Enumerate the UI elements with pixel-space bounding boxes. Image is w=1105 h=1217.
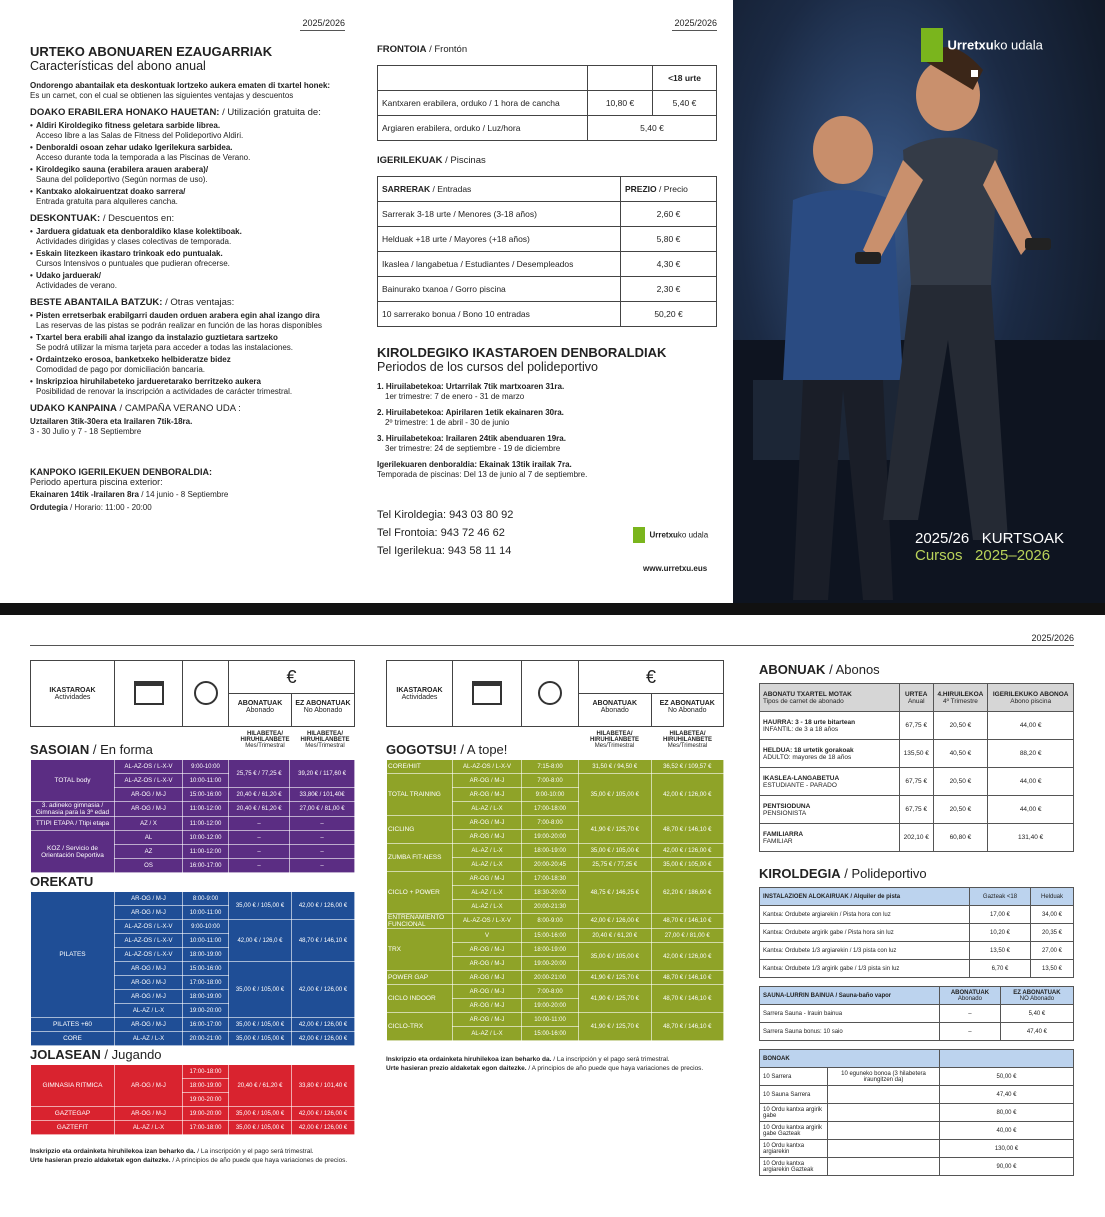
memberships-panel: ABONUAK / Abonos ABONATU TXARTEL MOTAK Tipos de carnet de abonado URTEA Anual 4.HIRUILEKOA 4º Trimestre IGERILEKUKO ABONOA Abono piscina HAURRA: 3 - 18 urte bitartean INFANTIL: de 3 a 18 años 67,75 € 20,50 € 44,00 € HELDUA: 18 urtetik gorakoak ADULTO: mayores de 18 años 135,50 € 40,50 € 88,20 € IKASLEA-LANGABETUA ESTUDIANTE - PARADO 67,75 € 20,50 € 44,00 € PENTSIODUNA PENSIONISTA 67,75 € 20,50 € 44,00 € FAMILIARRA FAMILIAR 202,10 € 60,80 € 131,40 € KIROLDEGIA / Polideportivo INSTALAZIOEN ALOKAIRUAK / Alquiler de pista Gazteak <18 Helduak Kantxa: Ordubete argiarekin / Pista hora con luz 17,00 € 34,00 € Kantxa: Ordubete argirik gabe / Pista hora sin luz 10,20 € 20,35 € Kantxa: Ordubete 1/3 argiarekin / 1/3 pista con luz 13,50 € 27,00 € Kantxa: Ordubete 1/3 argirik gabe / 1/3 pista sin luz 6,70 € 13,50 € SAUNA-LURRIN BAINUA / Sauna-baño vapor ABONATUAK Abonado EZ ABONATUAK NO Abonado Sarrera Sauna - Irauin bainua – 5,40 € Sarrera Sauna bonus: 10 saio – 47,40 € BONOAK 10 Sarrera 10 eguneko bonoa (3 hilabetera iraungitzen da) 50,00 € 10 Sauna Sarrera 47,40 € 10 Ordu kantxa argirik gabe 80,00 € 10 Ordu kantxa argirik gabe Gazteak 40,00 € 10 Ordu kantxa argiarekin 130,00 € 10 Ordu kantxa argiarekin Gazteak 90,00 € — [759, 662, 1074, 1176]
pool-season-title: KANPOKO IGERILEKUEN DENBORALDIA: — [30, 467, 213, 477]
table-row: 19:00-20:00 — [31, 1093, 355, 1107]
table-row: PENTSIODUNA PENSIONISTA 67,75 € 20,50 € 44,00 € — [760, 796, 1074, 824]
table-row: Sarrera Sauna - Irauin bainua – 5,40 € — [760, 1005, 1074, 1023]
table-row: IKASLEA-LANGABETUA ESTUDIANTE - PARADO 67,75 € 20,50 € 44,00 € — [760, 768, 1074, 796]
gym-people-illustration — [733, 0, 1105, 603]
rental-table: INSTALAZIOEN ALOKAIRUAK / Alquiler de pista Gazteak <18 Helduak Kantxa: Ordubete argiarekin / Pista hora con luz 17,00 € 34,00 € Kantxa: Ordubete argirik gabe / Pista hora sin luz 10,20 € 20,35 € Kantxa: Ordubete 1/3 argiarekin / 1/3 pista con luz 13,50 € 27,00 € Kantxa: Ordubete 1/3 argirik gabe / 1/3 pista sin luz 6,70 € 13,50 € — [759, 887, 1074, 978]
section-title-es: / Otras ventajas: — [165, 297, 235, 308]
table-row: ENTRENAMIENTO FUNCIONAL AL-AZ-OS / L-X-V 8:00-9:00 42,00 € / 126,00 € 48,70 € / 146,10 € — [387, 914, 724, 929]
section-title-es: / Descuentos en: — [102, 213, 175, 224]
table-row: AL-AZ / L-X 17:00-18:00 — [387, 802, 724, 816]
table-row: GAZTEFIT AL-AZ / L-X 17:00-18:00 35,00 € / 105,00 € 42,00 € / 126,00 € — [31, 1121, 355, 1135]
table-row: CICLO INDOOR AR-OG / M-J 7:00-8:00 41,90 € / 125,70 € 48,70 € / 146,10 € — [387, 985, 724, 999]
jolasean-table — [30, 1064, 355, 1135]
table-row: TRX V 15:00-16:00 20,40 € / 61,20 € 27,00 € / 81,00 € — [387, 929, 724, 943]
table-row: 10 Ordu kantxa argiarekin 130,00 € — [760, 1140, 1074, 1158]
table-row: CICLO-TRX AR-OG / M-J 10:00-11:00 41,90 € / 125,70 € 48,70 € / 146,10 € — [387, 1013, 724, 1027]
section-title: ABONUAK — [759, 662, 826, 677]
list-item: • Jarduera gidatuak eta denboraldiko klase kolektiboak. Actividades dirigidas y clases colectivas de temporada. — [30, 227, 350, 247]
table-row: Kantxaren erabilera, orduko / 1 hora de cancha 10,80 € 5,40 € — [378, 91, 717, 116]
schedule-middle: IKASTAROAK Actividades € ABONATUAK Abonado EZ ABONATUAK No Abonado GOGOTSU! / A tope! HILABETEA/ HIRUHILANBETE Mes/Trimestral HILABETEA/ HIRUHILANBETE Mes/Trimestral CORE/HIIT AL-AZ-OS / L-X-V 7:15-8:00 31,50 € / 94,50 € 36,52 € / 109,57 € TOTAL TRAINING AR-OG / M-J 7:00-8:00 35,00 € / 105,00 € 42,00 € / 126,00 € AR-OG / M-J 9:00-10:00 AL-AZ / L-X 17:00-18:00 CICLING AR-OG / M-J 7:00-8:00 41,90 € / 125,70 € 48,70 € / 146,10 € AR-OG / M-J 19:00-20:00 ZUMBA FIT-NESS AL-AZ / L-X 18:00-19:00 35,00 € / 105,00 € 42,00 € / 126,00 € AL-AZ / L-X 20:00-20:45 25,75 € / 77,25 € 35,00 € / 105,00 € CICLO + POWER AR-OG / M-J 17:00-18:30 48,75 € / 146,25 € 62,20 € / 186,60 € AL-AZ / L-X 18:30-20:00 AL-AZ / L-X 20:00-21:30 ENTRENAMIENTO FUNCIONAL AL-AZ-OS / L-X-V 8:00-9:00 42,00 € / 126,00 € 48,70 € / 146,10 € TRX V 15:00-16:00 20,40 € / 61,20 € 27,00 € / 81,00 € AR-OG / M-J 18:00-19:00 35,00 € / 105,00 € 42,00 € / 126,00 € AR-OG / M-J 19:00-20:00 POWER GAP AR-OG / M-J 20:00-21:00 41,90 € / 125,70 € 48,70 € / 146,10 € CICLO INDOOR AR-OG / M-J 7:00-8:00 41,90 € / 125,70 € 48,70 € / 146,10 € AR-OG / M-J 19:00-20:00 CICLO-TRX AR-OG / M-J 10:00-11:00 41,90 € / 125,70 € 48,70 € / 146,10 € AL-AZ / L-X 15:00-16:00 Inskripzio eta ordainketa hiruhilekoa izan beharko da. / La inscripción y el pago será trimestral. Urte hasieran prezio aldaketak egon daitezke. / A principios de año puede que haya variaciones de precios. — [386, 660, 724, 1073]
section-title: JOLASEAN — [30, 1047, 101, 1062]
list-item: • Aldiri Kiroldegiko fitness geletara sarbide librea. Acceso libre a las Salas de Fitness del Polideportivo Aldiri. — [30, 121, 350, 141]
section-title: DOAKO ERABILERA HONAKO HAUETAN: — [30, 107, 220, 118]
courses-subtitle: Periodos de los cursos del polideportivo — [377, 360, 598, 374]
table-row: Helduak +18 urte / Mayores (+18 años) 5,80 € — [378, 227, 717, 252]
table-row: Kantxa: Ordubete argiarekin / Pista hora con luz 17,00 € 34,00 € — [760, 906, 1074, 924]
fronton-title-es: / Frontón — [429, 44, 468, 55]
euro-icon: € — [286, 667, 297, 687]
list-item: • Pisten erretserbak erabilgarri dauden orduen arabera egin ahal izango dira Las reservas de las pistas se podrán realizar en función de las horas disponibles — [30, 311, 350, 331]
table-row: 10 Ordu kantxa argiarekin Gazteak 90,00 € — [760, 1158, 1074, 1176]
table-row: TOTAL body AL-AZ-OS / L-X-V 9:00-10:00 25,75 € / 77,25 € 39,20 € / 117,60 € — [31, 760, 355, 774]
table-row: ZUMBA FIT-NESS AL-AZ / L-X 18:00-19:00 35,00 € / 105,00 € 42,00 € / 126,00 € — [387, 844, 724, 858]
fronton-title: FRONTOIA — [377, 44, 427, 55]
list-item: • Ordaintzeko erosoa, banketxeko helbideratze bidez Comodidad de pago por domiciliación bancaria. — [30, 355, 350, 375]
pool-season-eu: Igerilekuaren denboraldia: Ekainak 13tik irailak 7ra. — [377, 460, 572, 469]
gogotsu-table — [386, 759, 724, 1041]
table-row: PILATES +60 AR-OG / M-J 16:00-17:00 35,00 € / 105,00 € 42,00 € / 126,00 € — [31, 1018, 355, 1032]
table-row: 10 Ordu kantxa argirik gabe Gazteak 40,00 € — [760, 1122, 1074, 1140]
section-title: OREKATU — [30, 874, 94, 889]
footer-logo: Urretxuko udala — [633, 526, 708, 544]
section-title: BESTE ABANTAILA BATZUK: — [30, 297, 163, 308]
urretxu-logo-icon — [633, 527, 645, 543]
section-title-es: / CAMPAÑA VERANO UDA : — [119, 403, 241, 414]
table-header: <18 urte — [653, 66, 717, 91]
list-item: 1. Hiruilabetekoa: Urtarrilak 7tik martxoaren 31ra. 1er trimestre: 7 de enero - 31 de marzo — [377, 382, 565, 401]
phone-fronton[interactable]: Tel Frontoia: 943 72 46 62 — [377, 527, 505, 539]
left-panel — [30, 44, 350, 513]
pool-season-es: Temporada de piscinas: Del 13 de junio al 7 de septiembre. — [377, 470, 588, 479]
cover-photo — [733, 0, 1105, 603]
section-title: KIROLDEGIA — [759, 866, 841, 881]
table-row: AR-OG / M-J 15:00-16:00 35,00 € / 105,00 € 42,00 € / 126,00 € — [31, 962, 355, 976]
list-item: • Denboraldi osoan zehar udako Igerilekura sarbidea. Acceso durante toda la temporada a las Piscinas de Verano. — [30, 143, 350, 163]
list-item: • Kantxako alokairuentzat doako sarrera/ Entrada gratuita para alquileres cancha. — [30, 187, 350, 207]
euro-icon: € — [645, 667, 656, 687]
summer-dates-eu: Uztailaren 3tik-30era eta Irailaren 7tik-18ra. — [30, 417, 193, 426]
table-row: PILATES AR-OG / M-J 8:00-9:00 35,00 € / 105,00 € 42,00 € / 126,00 € — [31, 892, 355, 906]
year-label: 2025/2026 — [30, 633, 1074, 646]
table-row: AL-AZ-OS / L-X-V 10:00-11:00 — [31, 774, 355, 788]
table-row: Ikaslea / langabetua / Estudiantes / Desempleados 4,30 € — [378, 252, 717, 277]
table-row: AR-OG / M-J 19:00-20:00 — [387, 830, 724, 844]
table-row: AL-AZ-OS / L-X-V 18:00-19:00 — [31, 948, 355, 962]
intro-es: Es un carnet, con el cual se obtienen las siguientes ventajas y descuentos — [30, 91, 294, 100]
divider — [0, 603, 1105, 615]
cover-title: 2025/26 KURTSOAK Cursos 2025–2026 — [915, 530, 1064, 564]
list-item: • Txartel bera erabili ahal izango da instalazio guztietara sartzeko Se podrá utilizar la misma tarjeta para acceder a todas las instalaciones. — [30, 333, 350, 353]
page-subtitle: Características del abono anual — [30, 59, 206, 73]
pool-hours: / Horario: 11:00 - 20:00 — [70, 503, 152, 512]
table-row: 10 Sarrera 10 eguneko bonoa (3 hilabetera iraungitzen da) 50,00 € — [760, 1068, 1074, 1086]
table-row: 18:00-19:00 — [31, 1079, 355, 1093]
sauna-table: SAUNA-LURRIN BAINUA / Sauna-baño vapor ABONATUAK Abonado EZ ABONATUAK NO Abonado Sarrera Sauna - Irauin bainua – 5,40 € Sarrera Sauna bonus: 10 saio – 47,40 € — [759, 986, 1074, 1041]
intro-eu: Ondorengo abantailak eta deskontuak lortzeko aukera ematen di txartel honek: — [30, 81, 331, 90]
table-row: Kantxa: Ordubete 1/3 argiarekin / 1/3 pista con luz 13,50 € 27,00 € — [760, 942, 1074, 960]
table-row: AR-OG / M-J 19:00-20:00 — [387, 999, 724, 1013]
calendar-icon — [134, 681, 164, 705]
list-item: • Inskripzioa hiruhilabeteko jardueretarako berritzeko aukera Posibilidad de renovar la inscripción a actividades de carácter trimestral. — [30, 377, 350, 397]
calendar-icon — [472, 681, 502, 705]
table-row: TOTAL TRAINING AR-OG / M-J 7:00-8:00 35,00 € / 105,00 € 42,00 € / 126,00 € — [387, 774, 724, 788]
fronton-table — [377, 65, 717, 141]
table-row: AR-OG / M-J 18:00-19:00 35,00 € / 105,00 € 42,00 € / 126,00 € — [387, 943, 724, 957]
table-row: TTIPI ETAPA / Ttipi etapa AZ / X 11:00-12:00 – – — [31, 817, 355, 831]
table-row: FAMILIARRA FAMILIAR 202,10 € 60,80 € 131,40 € — [760, 824, 1074, 852]
table-row: 10 Sauna Sarrera 47,40 € — [760, 1086, 1074, 1104]
courses-title: KIROLDEGIKO IKASTAROEN DENBORALDIAK — [377, 345, 667, 360]
pool-season-sub: Periodo apertura piscina exterior: — [30, 477, 163, 487]
list-item: • Udako jarduerak/ Actividades de verano. — [30, 271, 350, 291]
pools-title: IGERILEKUAK — [377, 155, 443, 166]
table-row: AR-OG / M-J 17:00-18:00 — [31, 976, 355, 990]
pool-dates-eu: Ekainaren 14tik -Irailaren 8ra — [30, 490, 139, 499]
phone-pool[interactable]: Tel Igerilekua: 943 58 11 14 — [377, 545, 512, 557]
table-row: Argiaren erabilera, orduko / Luz/hora 5,40 € — [378, 116, 717, 141]
schedule-header: IKASTAROAK Actividades € ABONATUAK Abonado EZ ABONATUAK No Abonado — [386, 660, 724, 727]
table-row: CICLO + POWER AR-OG / M-J 17:00-18:30 48,75 € / 146,25 € 62,20 € / 186,60 € — [387, 872, 724, 886]
table-row: KOZ / Servicio de Orientación Deportiva AL 10:00-12:00 – – — [31, 831, 355, 845]
summer-dates-es: 3 - 30 Julio y 7 - 18 Septiembre — [30, 427, 142, 436]
table-row: AR-OG / M-J 10:00-11:00 — [31, 906, 355, 920]
section-title: UDAKO KANPAINA — [30, 403, 117, 414]
table-row: 10 sarrerako bonua / Bono 10 entradas 50,20 € — [378, 302, 717, 327]
clock-icon — [538, 681, 562, 705]
memberships-table: ABONATU TXARTEL MOTAK Tipos de carnet de abonado URTEA Anual 4.HIRUILEKOA 4º Trimestre IGERILEKUKO ABONOA Abono piscina HAURRA: 3 - 18 urte bitartean INFANTIL: de 3 a 18 años 67,75 € 20,50 € 44,00 € HELDUA: 18 urtetik gorakoak ADULTO: mayores de 18 años 135,50 € 40,50 € 88,20 € IKASLEA-LANGABETUA ESTUDIANTE - PARADO 67,75 € 20,50 € 44,00 € PENTSIODUNA PENSIONISTA 67,75 € 20,50 € 44,00 € FAMILIARRA FAMILIAR 202,10 € 60,80 € 131,40 € — [759, 683, 1074, 852]
table-row: AL-AZ-OS / L-X-V 10:00-11:00 — [31, 934, 355, 948]
section-title: GOGOTSU! — [386, 742, 457, 757]
bonus-table: BONOAK 10 Sarrera 10 eguneko bonoa (3 hilabetera iraungitzen da) 50,00 € 10 Sauna Sarrera 47,40 € 10 Ordu kantxa argirik gabe 80,00 € 10 Ordu kantxa argirik gabe Gazteak 40,00 € 10 Ordu kantxa argiarekin 130,00 € 10 Ordu kantxa argiarekin Gazteak 90,00 € — [759, 1049, 1074, 1176]
clock-icon — [194, 681, 218, 705]
table-row: AL-AZ / L-X 15:00-16:00 — [387, 1027, 724, 1041]
table-row: AR-OG / M-J 15:00-16:00 20,40 € / 61,20 € 33,80€ / 101,40€ — [31, 788, 355, 802]
section-title: DESKONTUAK: — [30, 213, 101, 224]
website-link[interactable]: www.urretxu.eus — [643, 564, 708, 573]
table-row: GIMNASIA RITMICA AR-OG / M-J 17:00-18:00 20,40 € / 61,20 € 33,80 € / 101,40 € — [31, 1065, 355, 1079]
table-row: AZ 11:00-12:00 – – — [31, 845, 355, 859]
table-row: AL-AZ-OS / L-X-V 9:00-10:00 42,00 € / 126,0 € 48,70 € / 146,10 € — [31, 920, 355, 934]
middle-panel — [377, 44, 717, 573]
schedule-left: IKASTAROAK Actividades € ABONATUAK Abonado EZ ABONATUAK No Abonado SASOIAN / En forma HILABETEA/ HIRUHILANBETE Mes/Trimestral HILABETEA/ HIRUHILANBETE Mes/Trimestral TOTAL body AL-AZ-OS / L-X-V 9:00-10:00 25,75 € / 77,25 € 39,20 € / 117,60 € AL-AZ-OS / L-X-V 10:00-11:00 AR-OG / M-J 15:00-16:00 20,40 € / 61,20 € 33,80€ / 101,40€ 3. adineko gimnasia / Gimnasia para la 3ª edad AR-OG / M-J 11:00-12:00 20,40 € / 61,20 € 27,00 € / 81,00 € TTIPI ETAPA / Ttipi etapa AZ / X 11:00-12:00 – – KOZ / Servicio de Orientación Deportiva AL 10:00-12:00 – – AZ 11:00-12:00 – – OS 16:00-17:00 – – OREKATU PILATES AR-OG / M-J 8:00-9:00 35,00 € / 105,00 € 42,00 € / 126,00 € AR-OG / M-J 10:00-11:00 AL-AZ-OS / L-X-V 9:00-10:00 42,00 € / 126,0 € 48,70 € / 146,10 € AL-AZ-OS / L-X-V 10:00-11:00 AL-AZ-OS / L-X-V 18:00-19:00 AR-OG / M-J 15:00-16:00 35,00 € / 105,00 € 42,00 € / 126,00 € AR-OG / M-J 17:00-18:00 AR-OG / M-J 18:00-19:00 AL-AZ / L-X 19:00-20:00 PILATES +60 AR-OG / M-J 16:00-17:00 35,00 € / 105,00 € 42,00 € / 126,00 € CORE AL-AZ / L-X 20:00-21:00 35,00 € / 105,00 € 42,00 € / 126,00 € JOLASEAN / Jugando GIMNASIA RITMICA AR-OG / M-J 17:00-18:00 20,40 € / 61,20 € 33,80 € / 101,40 € 18:00-19:00 19:00-20:00 GAZTEGAP AR-OG / M-J 19:00-20:00 35,00 € / 105,00 € 42,00 € / 126,00 € GAZTEFIT AL-AZ / L-X 17:00-18:00 35,00 € / 105,00 € 42,00 € / 126,00 € Inskripzio eta ordainketa hiruhilekoa izan beharko da. / La inscripción y el pago será trimestral. Urte hasieran prezio aldaketak egon daitezke. / A principios de año puede que haya variaciones de precios. — [30, 660, 355, 1165]
pool-dates-es: / 14 junio - 8 Septiembre — [141, 490, 229, 499]
table-row: OS 16:00-17:00 – – — [31, 859, 355, 873]
year-label: 2025/2026 — [300, 18, 345, 31]
table-row: Kantxa: Ordubete argirik gabe / Pista hora sin luz 10,20 € 20,35 € — [760, 924, 1074, 942]
list-item: • Eskain litezkeen ikastaro trinkoak edo puntualak. Cursos Intensivos o puntuales que pudieran ofrecerse. — [30, 249, 350, 269]
table-row: Sarrerak 3-18 urte / Menores (3-18 años) 2,60 € — [378, 202, 717, 227]
table-row: HAURRA: 3 - 18 urte bitartean INFANTIL: de 3 a 18 años 67,75 € 20,50 € 44,00 € — [760, 712, 1074, 740]
table-row: 3. adineko gimnasia / Gimnasia para la 3ª edad AR-OG / M-J 11:00-12:00 20,40 € / 61,20 € 27,00 € / 81,00 € — [31, 802, 355, 817]
table-row: 10 Ordu kantxa argirik gabe 80,00 € — [760, 1104, 1074, 1122]
section-title: SASOIAN — [30, 742, 90, 757]
table-row: Kantxa: Ordubete 1/3 argirik gabe / 1/3 pista sin luz 6,70 € 13,50 € — [760, 960, 1074, 978]
table-row: AL-AZ / L-X 19:00-20:00 — [31, 1004, 355, 1018]
phone-sports[interactable]: Tel Kiroldegia: 943 03 80 92 — [377, 509, 514, 521]
schedule-header: IKASTAROAK Actividades € ABONATUAK Abonado EZ ABONATUAK No Abonado — [30, 660, 355, 727]
list-item: 2. Hiruilabetekoa: Apirilaren 1etik ekainaren 30ra. 2º trimestre: 1 de abril - 30 de junio — [377, 408, 564, 427]
orekatu-table — [30, 891, 355, 1046]
urretxu-logo-icon — [921, 28, 943, 62]
table-row: AR-OG / M-J 18:00-19:00 — [31, 990, 355, 1004]
table-row: AR-OG / M-J 19:00-20:00 — [387, 957, 724, 971]
table-row: GAZTEGAP AR-OG / M-J 19:00-20:00 35,00 € / 105,00 € 42,00 € / 126,00 € — [31, 1107, 355, 1121]
table-row: CORE AL-AZ / L-X 20:00-21:00 35,00 € / 105,00 € 42,00 € / 126,00 € — [31, 1032, 355, 1046]
table-row: CICLING AR-OG / M-J 7:00-8:00 41,90 € / 125,70 € 48,70 € / 146,10 € — [387, 816, 724, 830]
cover-logo: Urretxuko udala — [921, 28, 1043, 77]
table-row: Bainurako txanoa / Gorro piscina 2,30 € — [378, 277, 717, 302]
list-item: • Kiroldegiko sauna (erabilera arauen arabera)/ Sauna del polideportivo (Según normas de uso). — [30, 165, 350, 185]
list-item: 3. Hiruilabetekoa: Irailaren 24tik abenduaren 19ra. 3er trimestre: 24 de septiembre - 19 de diciembre — [377, 434, 566, 453]
table-row: AR-OG / M-J 9:00-10:00 — [387, 788, 724, 802]
page-title: URTEKO ABONUAREN EZAUGARRIAK — [30, 44, 273, 59]
pools-table: SARRERAK / Entradas PREZIO / Precio Sarrerak 3-18 urte / Menores (3-18 años) 2,60 € Helduak +18 urte / Mayores (+18 años) 5,80 € Ikaslea / langabetua / Estudiantes / Desempleados 4,30 € Bainurako txanoa / Gorro piscina 2,30 € 10 sarrerako bonua / Bono 10 entradas 50,20 € — [377, 176, 717, 327]
table-row: AL-AZ / L-X 20:00-21:30 — [387, 900, 724, 914]
table-row: CORE/HIIT AL-AZ-OS / L-X-V 7:15-8:00 31,50 € / 94,50 € 36,52 € / 109,57 € — [387, 760, 724, 774]
year-label: 2025/2026 — [672, 18, 717, 31]
sasoian-table — [30, 759, 355, 873]
pools-title-es: / Piscinas — [445, 155, 486, 166]
table-row: AL-AZ / L-X 20:00-20:45 25,75 € / 77,25 € 35,00 € / 105,00 € — [387, 858, 724, 872]
section-title-es: / Utilización gratuita de: — [222, 107, 321, 118]
table-row: AL-AZ / L-X 18:30-20:00 — [387, 886, 724, 900]
pool-hours-label: Ordutegia — [30, 503, 68, 512]
table-row: POWER GAP AR-OG / M-J 20:00-21:00 41,90 € / 125,70 € 48,70 € / 146,10 € — [387, 971, 724, 985]
table-row: HELDUA: 18 urtetik gorakoak ADULTO: mayores de 18 años 135,50 € 40,50 € 88,20 € — [760, 740, 1074, 768]
table-row: Sarrera Sauna bonus: 10 saio – 47,40 € — [760, 1023, 1074, 1041]
